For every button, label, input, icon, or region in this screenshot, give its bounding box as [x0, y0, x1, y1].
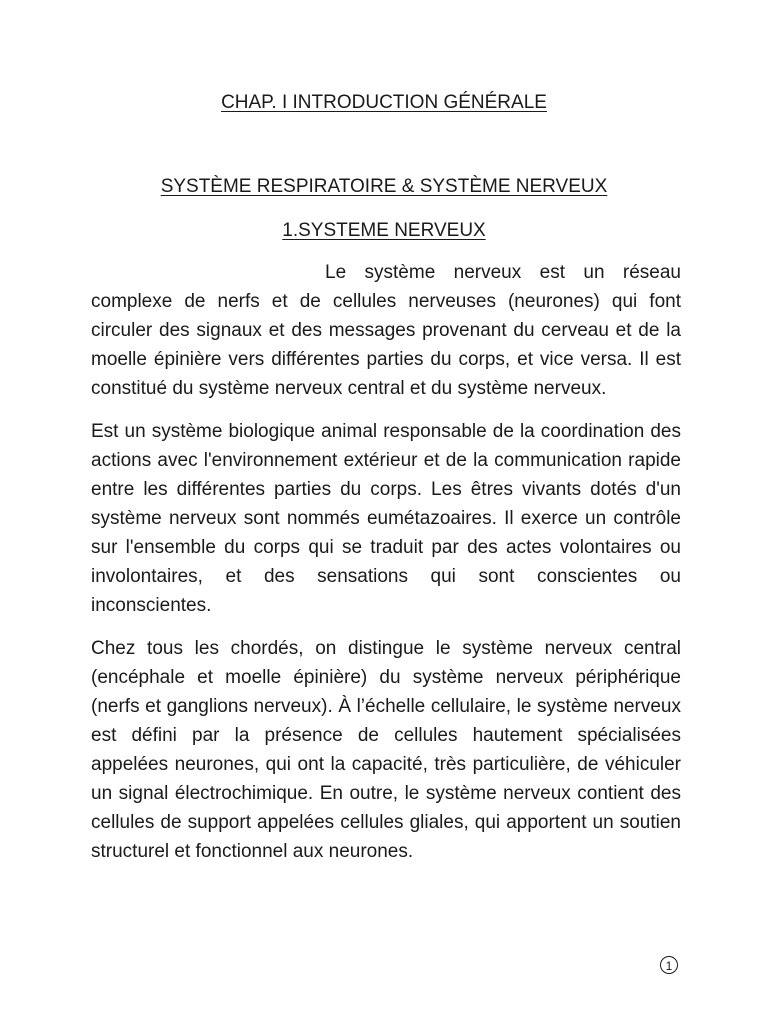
- subsection-title: 1.SYSTEME NERVEUX: [282, 220, 486, 241]
- paragraph-1: Le système nerveux est un réseau complexe de nerfs et de cellules nerveuses (neurones) qui font circuler des signaux et des messages provenant du cerveau et de la moelle épinière vers différentes parties du corps, et vice versa. Il est constitué du système nerveux central et du système nerveux.: [91, 262, 681, 399]
- paragraph-3: Chez tous les chordés, on distingue le système nerveux central (encéphale et moelle épinière) du système nerveux périphérique (nerfs et ganglions nerveux). À l’échelle cellulaire, le système nerveux est défini par la présence de cellules hautement spécialisées appelées neurones, qui ont la capacité, très particulière, de véhiculer un signal électrochimique. En outre, le système nerveux contient des cellules de support appelées cellules gliales, qui apportent un soutien structurel et fonctionnel aux neurones.: [91, 638, 681, 862]
- section-title: SYSTÈME RESPIRATOIRE & SYSTÈME NERVEUX: [160, 176, 608, 197]
- page-number-badge: 1: [660, 956, 678, 974]
- paragraph-2: Est un système biologique animal responsable de la coordination des actions avec l'environnement extérieur et de la communication rapide entre les différentes parties du corps. Les êtres vivants dotés d'un système nerveux sont nommés eumétazoaires. Il exerce un contrôle sur l'ensemble du corps qui se traduit par des actes volontaires ou involontaires, et des sensations qui sont conscientes ou inconscientes.: [91, 421, 681, 616]
- document-body: [91, 258, 681, 880]
- chapter-title: CHAP. I INTRODUCTION GÉNÉRALE: [221, 92, 547, 113]
